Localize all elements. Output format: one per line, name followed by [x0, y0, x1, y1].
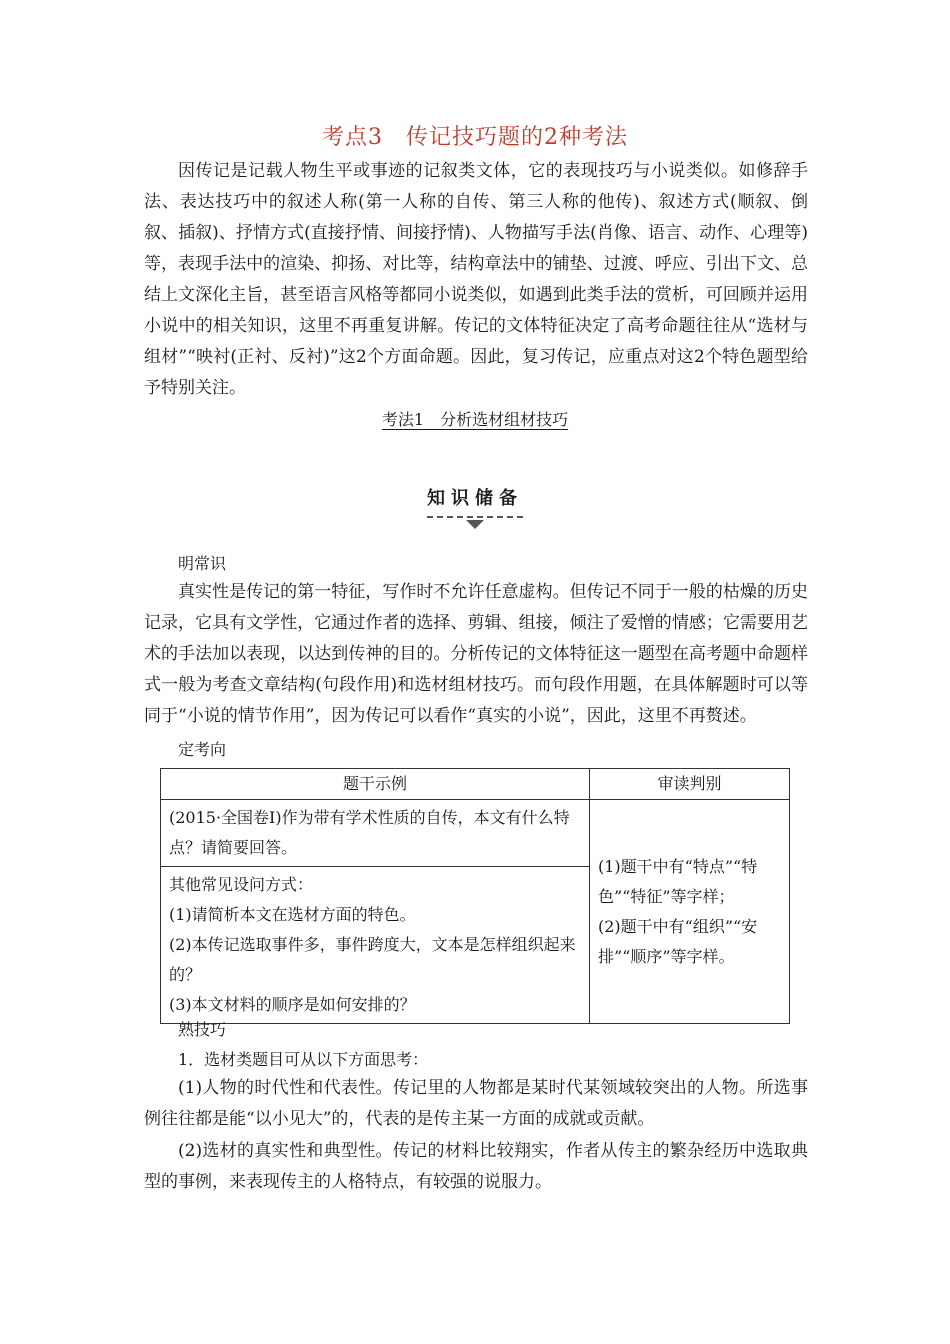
knowledge-badge	[425, 484, 525, 529]
intro-paragraph: 因传记是记载人物生平或事迹的记叙类文体，它的表现技巧与小说类似。如修辞手法、表达技巧中的叙述人称(第一人称的自传、第三人称的他传)、叙述方式(顺叙、倒叙、插叙)、抒情方式(直接抒情、间接抒情)、人物描写手法(肖像、语言、动作、心理等)等，表现手法中的渲染、抑扬、对比等，结构章法中的铺垫、过渡、呼应、引出下文、总结上文深化主旨，甚至语言风格等都同小说类似，如遇到此类手法的赏析，可回顾并运用小说中的相关知识，这里不再重复讲解。传记的文体特征决定了高考命题往往从“选材与组材”“映衬(正衬、反衬)”这2个方面命题。因此，复习传记，应重点对这2个特色题型给予特别关注。	[144, 161, 808, 398]
tip-paragraph: (1)人物的时代性和代表性。传记里的人物都是某时代某领域较突出的人物。所选事例往往都是能“以小见大”的，代表的是传主某一方面的成就或贡献。	[144, 1078, 808, 1129]
judge-item: (1)题干中有“特点”“特色”“特征”等字样；	[598, 856, 758, 906]
exam-table	[160, 768, 790, 1024]
table-row	[161, 800, 790, 867]
section-label-skills: 熟技巧	[178, 1020, 227, 1039]
method-title: 考法1 分析选材组材技巧	[381, 410, 569, 429]
other-question: (2)本传记选取事件多，事件跨度大，文本是怎样组织起来的？	[169, 935, 576, 984]
other-label: 其他常见设问方式：	[169, 875, 314, 894]
example-cell	[161, 800, 590, 867]
other-questions-cell	[161, 867, 590, 1024]
common-sense-paragraph: 真实性是传记的第一特征，写作时不允许任意虚构。但传记不同于一般的枯燥的历史记录，它具有文学性，它通过作者的选择、剪辑、组接，倾注了爱憎的情感；它需要用艺术的手法加以表现，以达到传神的目的。分析传记的文体特征这一题型在高考题中命题样式一般为考查文章结构(句段作用)和选材组材技巧。而句段作用题，在具体解题时可以等同于“小说的情节作用”，因为传记可以看作“真实的小说”，因此，这里不再赘述。	[144, 582, 808, 726]
badge-label: 知识储备	[427, 484, 523, 518]
section-label-direction: 定考向	[178, 740, 227, 759]
other-question: (3)本文材料的顺序是如何安排的？	[169, 995, 416, 1014]
tip-paragraph: (2)选材的真实性和典型性。传记的材料比较翔实，作者从传主的繁杂经历中选取典型的事例，来表现传主的人格特点，有较强的说服力。	[144, 1141, 808, 1192]
tip-heading: 1．选材类题目可从以下方面思考：	[178, 1050, 429, 1069]
table-header-judge: 审读判别	[590, 769, 790, 800]
table-header-row	[161, 769, 790, 800]
table-header-example: 题干示例	[161, 769, 590, 800]
other-question: (1)请简析本文在选材方面的特色。	[169, 905, 416, 924]
triangle-down-icon	[466, 520, 484, 529]
judge-item: (2)题干中有“组织”“安排”“顺序”等字样。	[598, 916, 758, 966]
page-title: 考点3 传记技巧题的2种考法	[322, 125, 628, 150]
judge-cell	[590, 800, 790, 1024]
section-label-common-sense: 明常识	[178, 554, 227, 573]
example-question: (2015·全国卷Ⅰ)作为带有学术性质的自传，本文有什么特点？请简要回答。	[169, 808, 570, 857]
